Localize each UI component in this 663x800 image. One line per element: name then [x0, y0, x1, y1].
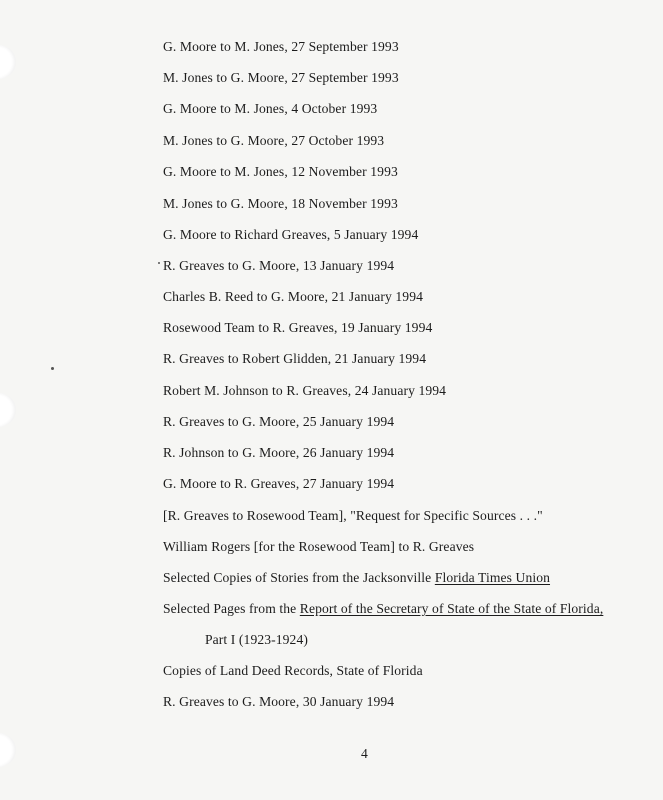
binder-hole: [0, 393, 16, 427]
binder-hole: [0, 733, 16, 767]
binder-hole: [0, 45, 16, 79]
document-entry: Copies of Land Deed Records, State of Florida: [163, 663, 423, 678]
document-entry: [163, 570, 550, 586]
document-entry: Rosewood Team to R. Greaves, 19 January 1994: [163, 320, 433, 335]
document-entry: G. Moore to M. Jones, 27 September 1993: [163, 39, 399, 54]
ink-speck: [158, 262, 160, 264]
entry-text: Selected Pages from the: [163, 601, 300, 616]
page-number: 4: [361, 746, 368, 761]
underlined-title: Florida Times Union: [434, 570, 551, 585]
ink-speck: [51, 367, 54, 370]
underlined-title: Report of the Secretary of State of the State of Florida,: [299, 601, 604, 616]
document-entry: G. Moore to R. Greaves, 27 January 1994: [163, 476, 395, 491]
document-entry: G. Moore to Richard Greaves, 5 January 1994: [163, 227, 419, 242]
document-entry: R. Greaves to G. Moore, 30 January 1994: [163, 694, 395, 709]
document-entry: G. Moore to M. Jones, 4 October 1993: [163, 101, 378, 116]
entry-text: Selected Copies of Stories from the Jacksonville: [163, 570, 435, 585]
document-entry: R. Greaves to G. Moore, 25 January 1994: [163, 414, 395, 429]
document-entry: Robert M. Johnson to R. Greaves, 24 January 1994: [163, 383, 447, 398]
document-entry: R. Greaves to Robert Glidden, 21 January 1994: [163, 351, 427, 366]
document-entry: William Rogers [for the Rosewood Team] to R. Greaves: [163, 539, 475, 554]
document-entry: R. Greaves to G. Moore, 13 January 1994: [163, 258, 395, 273]
document-entry: Charles B. Reed to G. Moore, 21 January 1994: [163, 289, 423, 304]
document-entry: M. Jones to G. Moore, 27 October 1993: [163, 133, 385, 148]
document-entry: [163, 601, 603, 617]
document-entry: M. Jones to G. Moore, 18 November 1993: [163, 196, 398, 211]
document-entry-continuation: Part I (1923-1924): [205, 632, 308, 647]
document-entry: M. Jones to G. Moore, 27 September 1993: [163, 70, 399, 85]
document-entry: R. Johnson to G. Moore, 26 January 1994: [163, 445, 395, 460]
document-entry: [R. Greaves to Rosewood Team], "Request for Specific Sources . . .": [163, 508, 543, 523]
document-entry: G. Moore to M. Jones, 12 November 1993: [163, 164, 398, 179]
